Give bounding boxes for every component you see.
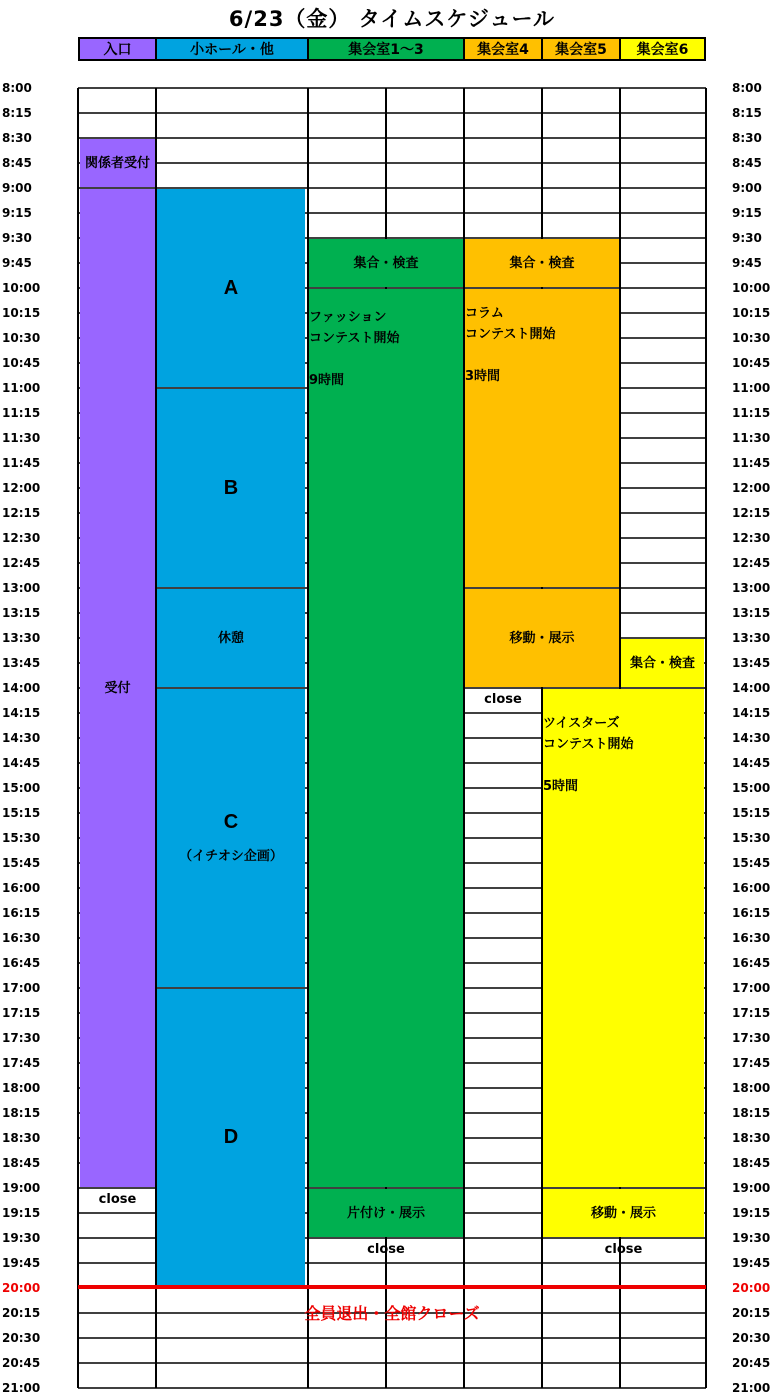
block-green-contest: [309, 289, 463, 1187]
time-label: 8:30: [2, 131, 32, 145]
time-label: 16:00: [2, 881, 41, 895]
time-label: 9:45: [2, 256, 32, 270]
time-label: 10:00: [732, 281, 771, 295]
time-label: 14:45: [732, 756, 771, 770]
orange-contest-line3: 3時間: [465, 369, 501, 384]
time-label: 12:15: [732, 506, 771, 520]
time-label: 17:30: [2, 1031, 41, 1045]
time-label: 15:00: [732, 781, 771, 795]
time-label: 8:00: [732, 81, 762, 95]
time-label: 15:15: [732, 806, 771, 820]
time-label: 19:00: [732, 1181, 771, 1195]
time-label: 9:00: [732, 181, 762, 195]
time-label: 9:00: [2, 181, 32, 195]
time-label: 13:45: [2, 656, 41, 670]
time-label: 16:00: [732, 881, 771, 895]
time-label: 12:15: [2, 506, 41, 520]
time-label: 13:15: [2, 606, 41, 620]
time-label: 11:00: [2, 381, 41, 395]
time-label: 15:00: [2, 781, 41, 795]
time-label: 16:15: [732, 906, 771, 920]
time-label: 11:45: [732, 456, 771, 470]
time-label: 16:45: [2, 956, 41, 970]
time-label: 18:30: [2, 1131, 41, 1145]
time-label: 19:45: [2, 1256, 41, 1270]
time-label: 12:00: [732, 481, 771, 495]
time-label: 13:00: [732, 581, 771, 595]
time-label: 10:45: [732, 356, 771, 370]
yellow-contest-line2: コンテスト開始: [543, 737, 634, 752]
time-label: 17:00: [732, 981, 771, 995]
time-label: 14:45: [2, 756, 41, 770]
time-label: 11:45: [2, 456, 41, 470]
time-label: 17:30: [732, 1031, 771, 1045]
time-label: 12:30: [2, 531, 41, 545]
block-yellow-move: 移動・展示: [543, 1189, 704, 1237]
time-label: 13:00: [2, 581, 41, 595]
time-label: 14:15: [732, 706, 771, 720]
time-label: 11:30: [2, 431, 41, 445]
exit-notice: 全員退出・全館クローズ: [304, 1304, 480, 1323]
time-label: 15:45: [2, 856, 41, 870]
hall-c-label: C: [223, 811, 239, 833]
time-label: 15:45: [732, 856, 771, 870]
green-contest-line1: ファッション: [309, 310, 387, 325]
time-label: 8:45: [2, 156, 32, 170]
block-yellow-contest: [543, 689, 704, 1187]
time-label: 11:15: [732, 406, 771, 420]
header-small-hall: 小ホール・他: [155, 37, 309, 61]
block-hall-a: A: [157, 189, 305, 387]
time-label: 15:15: [2, 806, 41, 820]
time-label: 8:15: [2, 106, 32, 120]
block-hall-c: [157, 689, 305, 987]
page-title: 6/23（金） タイムスケジュール: [228, 7, 556, 31]
time-label: 8:45: [732, 156, 762, 170]
time-label: 13:45: [732, 656, 771, 670]
time-label: 20:15: [2, 1306, 41, 1320]
time-label: 10:30: [732, 331, 771, 345]
time-label: 16:15: [2, 906, 41, 920]
time-label: 18:45: [2, 1156, 41, 1170]
time-label: 14:15: [2, 706, 41, 720]
time-label: 20:00: [732, 1281, 771, 1295]
block-orange-move: 移動・展示: [465, 589, 619, 687]
time-label: 9:15: [2, 206, 32, 220]
closing-time-line: [78, 1285, 706, 1289]
block-green-gather: 集合・検査: [309, 239, 463, 287]
time-label: 19:45: [732, 1256, 771, 1270]
time-label: 13:30: [2, 631, 41, 645]
time-label: 18:15: [732, 1106, 771, 1120]
time-label: 10:45: [2, 356, 41, 370]
close-room4: close: [484, 692, 522, 707]
time-label: 16:45: [732, 956, 771, 970]
time-label: 14:00: [2, 681, 41, 695]
orange-contest-line2: コンテスト開始: [465, 327, 556, 342]
block-staff-reception: 関係者受付: [80, 139, 155, 187]
time-label: 9:30: [2, 231, 32, 245]
header-room-1-3: 集会室1～3: [307, 37, 465, 61]
time-label: 19:30: [732, 1231, 771, 1245]
time-label: 12:00: [2, 481, 41, 495]
time-label: 18:30: [732, 1131, 771, 1145]
time-label: 12:45: [732, 556, 771, 570]
time-label: 20:30: [2, 1331, 41, 1345]
green-contest-line3: 9時間: [309, 373, 345, 388]
time-label: 16:30: [2, 931, 41, 945]
time-label: 21:00: [732, 1381, 771, 1395]
header-room-4: 集会室4: [463, 37, 543, 61]
time-label: 19:00: [2, 1181, 41, 1195]
time-label: 16:30: [732, 931, 771, 945]
orange-contest-line1: コラム: [465, 306, 504, 321]
time-label: 19:15: [732, 1206, 771, 1220]
block-reception: 受付: [80, 189, 155, 1187]
time-label: 9:30: [732, 231, 762, 245]
hall-c-sub: （イチオシ企画）: [179, 849, 283, 864]
block-orange-contest: [465, 289, 619, 587]
time-label: 9:15: [732, 206, 762, 220]
block-yellow-gather: 集合・検査: [621, 639, 704, 687]
time-label: 10:15: [2, 306, 41, 320]
time-label: 21:00: [2, 1381, 41, 1395]
time-label: 17:00: [2, 981, 41, 995]
block-orange-gather: 集合・検査: [465, 239, 619, 287]
time-label: 17:45: [732, 1056, 771, 1070]
time-label: 10:30: [2, 331, 41, 345]
time-label: 13:30: [732, 631, 771, 645]
time-label: 18:00: [2, 1081, 41, 1095]
time-label: 17:15: [2, 1006, 41, 1020]
time-label: 15:30: [732, 831, 771, 845]
time-label: 20:30: [732, 1331, 771, 1345]
time-label: 20:00: [2, 1281, 41, 1295]
time-label: 11:15: [2, 406, 41, 420]
block-hall-d: D: [157, 989, 305, 1285]
time-label: 18:45: [732, 1156, 771, 1170]
time-label: 10:00: [2, 281, 41, 295]
time-label: 20:45: [2, 1356, 41, 1370]
time-label: 14:30: [2, 731, 41, 745]
close-entrance: close: [98, 1192, 137, 1207]
time-label: 20:45: [732, 1356, 771, 1370]
time-label: 17:15: [732, 1006, 771, 1020]
time-label: 10:15: [732, 306, 771, 320]
time-label: 14:30: [732, 731, 771, 745]
time-label: 19:30: [2, 1231, 41, 1245]
time-label: 11:30: [732, 431, 771, 445]
time-label: 12:45: [2, 556, 41, 570]
time-label: 8:30: [732, 131, 762, 145]
time-label: 8:15: [732, 106, 762, 120]
time-label: 15:30: [2, 831, 41, 845]
time-label: 8:00: [2, 81, 32, 95]
block-green-cleanup: 片付け・展示: [309, 1189, 463, 1237]
time-label: 14:00: [732, 681, 771, 695]
block-hall-break: 休憩: [157, 589, 305, 687]
time-label: 11:00: [732, 381, 771, 395]
time-label: 12:30: [732, 531, 771, 545]
yellow-contest-line3: 5時間: [543, 779, 579, 794]
close-yellow: close: [604, 1242, 643, 1257]
time-label: 17:45: [2, 1056, 41, 1070]
green-contest-line2: コンテスト開始: [309, 331, 400, 346]
time-label: 18:00: [732, 1081, 771, 1095]
header-room-6: 集会室6: [619, 37, 706, 61]
time-label: 9:45: [732, 256, 762, 270]
time-label: 19:15: [2, 1206, 41, 1220]
header-entrance: 入口: [78, 37, 157, 61]
time-label: 18:15: [2, 1106, 41, 1120]
block-hall-b: B: [157, 389, 305, 587]
time-label: 13:15: [732, 606, 771, 620]
yellow-contest-line1: ツイスターズ: [543, 716, 620, 731]
header-room-5: 集会室5: [541, 37, 621, 61]
close-green: close: [367, 1242, 405, 1257]
time-label: 20:15: [732, 1306, 771, 1320]
